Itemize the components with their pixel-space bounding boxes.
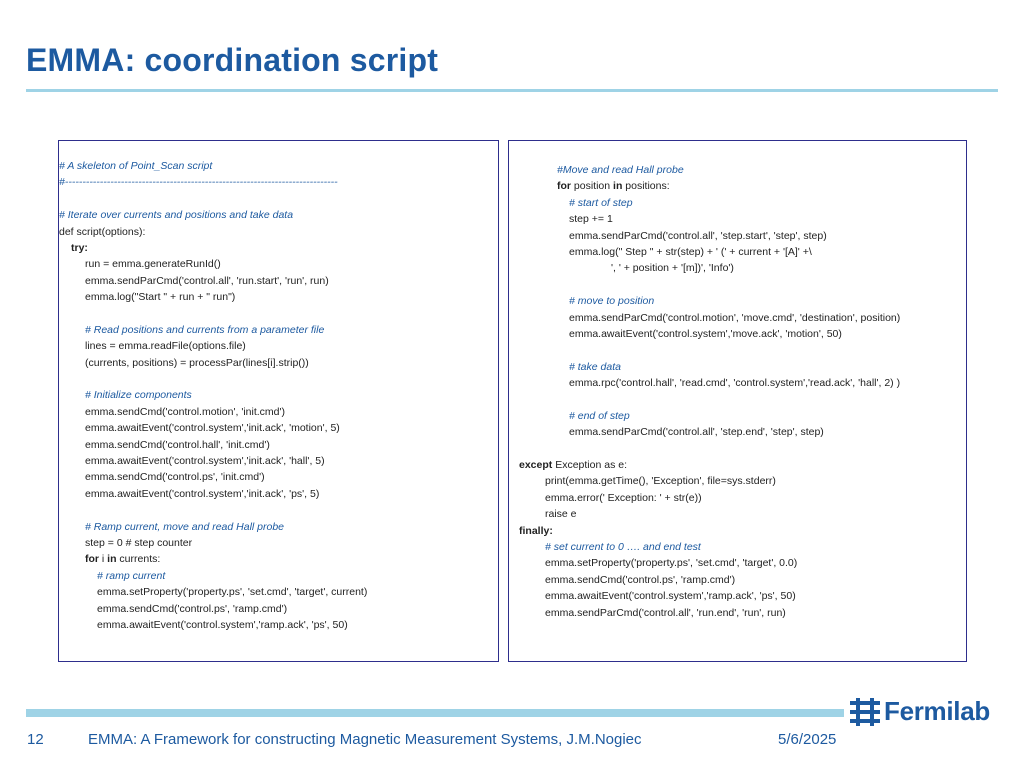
code-line: emma.awaitEvent('control.system','init.ack', 'motion', 5) bbox=[85, 422, 340, 435]
code-line: emma.rpc('control.hall', 'read.cmd', 'control.system','read.ack', 'hall', 2) ) bbox=[569, 377, 901, 390]
code-line: for i in currents: bbox=[85, 553, 161, 566]
code-panel-right bbox=[508, 140, 967, 662]
code-panel-left bbox=[58, 140, 499, 662]
code-line: emma.awaitEvent('control.system','init.ack', 'ps', 5) bbox=[85, 487, 320, 500]
code-line: step = 0 # step counter bbox=[85, 536, 193, 549]
code-line bbox=[59, 306, 367, 322]
code-line: emma.sendCmd('control.ps', 'ramp.cmd') bbox=[97, 602, 288, 615]
code-block-left bbox=[59, 158, 367, 633]
code-line: step += 1 bbox=[569, 213, 613, 226]
code-line: emma.sendCmd('control.ps', 'ramp.cmd') bbox=[545, 573, 736, 586]
code-line: # Iterate over currents and positions and take data bbox=[59, 209, 294, 222]
code-line: emma.log(" Step " + str(step) + ' (' + current + '[A]' +\ bbox=[569, 245, 812, 258]
code-line: #Move and read Hall probe bbox=[557, 164, 684, 176]
code-line: emma.awaitEvent('control.system','ramp.ack', 'ps', 50) bbox=[545, 590, 796, 603]
code-line: emma.sendCmd('control.motion', 'init.cmd') bbox=[85, 405, 285, 418]
code-line: raise e bbox=[545, 508, 577, 521]
title-divider bbox=[26, 89, 998, 92]
code-line: run = emma.generateRunId() bbox=[85, 258, 221, 271]
code-line: except Exception as e: bbox=[519, 459, 627, 472]
code-block-right bbox=[519, 162, 900, 621]
code-line: # take data bbox=[569, 360, 621, 373]
page-number: 12 bbox=[27, 731, 44, 748]
code-line: ', ' + position + '[m])', 'Info') bbox=[611, 262, 734, 275]
code-line: for position in positions: bbox=[557, 180, 670, 193]
code-line: lines = emma.readFile(options.file) bbox=[85, 340, 246, 353]
code-line: # set current to 0 …. and end test bbox=[545, 540, 701, 553]
code-line bbox=[519, 391, 900, 407]
code-line: # ramp current bbox=[97, 569, 166, 582]
code-line: # end of step bbox=[569, 409, 630, 422]
fermilab-logo-icon bbox=[850, 698, 880, 726]
code-line bbox=[519, 441, 900, 457]
code-line: # Initialize components bbox=[85, 389, 192, 402]
code-line: emma.sendCmd('control.ps', 'init.cmd') bbox=[85, 471, 265, 484]
code-line: emma.sendParCmd('control.all', 'step.end', 'step', step) bbox=[569, 426, 824, 439]
code-line bbox=[59, 191, 367, 207]
footer-date: 5/6/2025 bbox=[778, 731, 837, 748]
footer-divider bbox=[26, 709, 844, 717]
fermilab-logo-text: Fermilab bbox=[884, 696, 990, 726]
code-line: # A skeleton of Point_Scan script bbox=[59, 160, 213, 172]
code-line: # Read positions and currents from a parameter file bbox=[85, 323, 325, 336]
footer-caption: EMMA: A Framework for constructing Magnetic Measurement Systems, J.M.Nogiec bbox=[88, 731, 642, 748]
code-line: emma.awaitEvent('control.system','init.ack', 'hall', 5) bbox=[85, 455, 325, 468]
code-line: emma.setProperty('property.ps', 'set.cmd', 'target', 0.0) bbox=[545, 557, 798, 570]
code-line: print(emma.getTime(), 'Exception', file=sys.stderr) bbox=[545, 475, 776, 488]
code-line: # start of step bbox=[569, 196, 633, 209]
code-line bbox=[59, 502, 367, 518]
code-line: # move to position bbox=[569, 295, 655, 308]
code-line: emma.sendCmd('control.hall', 'init.cmd') bbox=[85, 438, 270, 451]
code-line: # Ramp current, move and read Hall probe bbox=[85, 520, 285, 533]
fermilab-logo bbox=[850, 696, 990, 727]
code-line: #------------------------------------------------------------------------------ bbox=[59, 176, 338, 189]
code-line bbox=[519, 277, 900, 293]
code-line: emma.awaitEvent('control.system','move.ack', 'motion', 50) bbox=[569, 327, 842, 340]
code-line: try: bbox=[71, 241, 88, 254]
slide-title: EMMA: coordination script bbox=[26, 42, 439, 78]
code-line: emma.sendParCmd('control.all', 'step.start', 'step', step) bbox=[569, 229, 827, 242]
code-line bbox=[59, 371, 367, 387]
code-line: emma.sendParCmd('control.all', 'run.end', 'run', run) bbox=[545, 606, 786, 619]
code-line: emma.log("Start " + run + " run") bbox=[85, 291, 236, 304]
code-line: emma.sendParCmd('control.all', 'run.start', 'run', run) bbox=[85, 274, 329, 287]
code-line: emma.sendParCmd('control.motion', 'move.cmd', 'destination', position) bbox=[569, 311, 901, 324]
code-line: (currents, positions) = processPar(lines[i].strip()) bbox=[85, 356, 309, 369]
code-line: def script(options): bbox=[59, 225, 146, 238]
code-line bbox=[519, 342, 900, 358]
code-line: emma.awaitEvent('control.system','ramp.ack', 'ps', 50) bbox=[97, 618, 348, 631]
code-line: finally: bbox=[519, 524, 553, 537]
code-line: emma.setProperty('property.ps', 'set.cmd', 'target', current) bbox=[97, 586, 368, 599]
code-line: emma.error(' Exception: ' + str(e)) bbox=[545, 491, 702, 504]
